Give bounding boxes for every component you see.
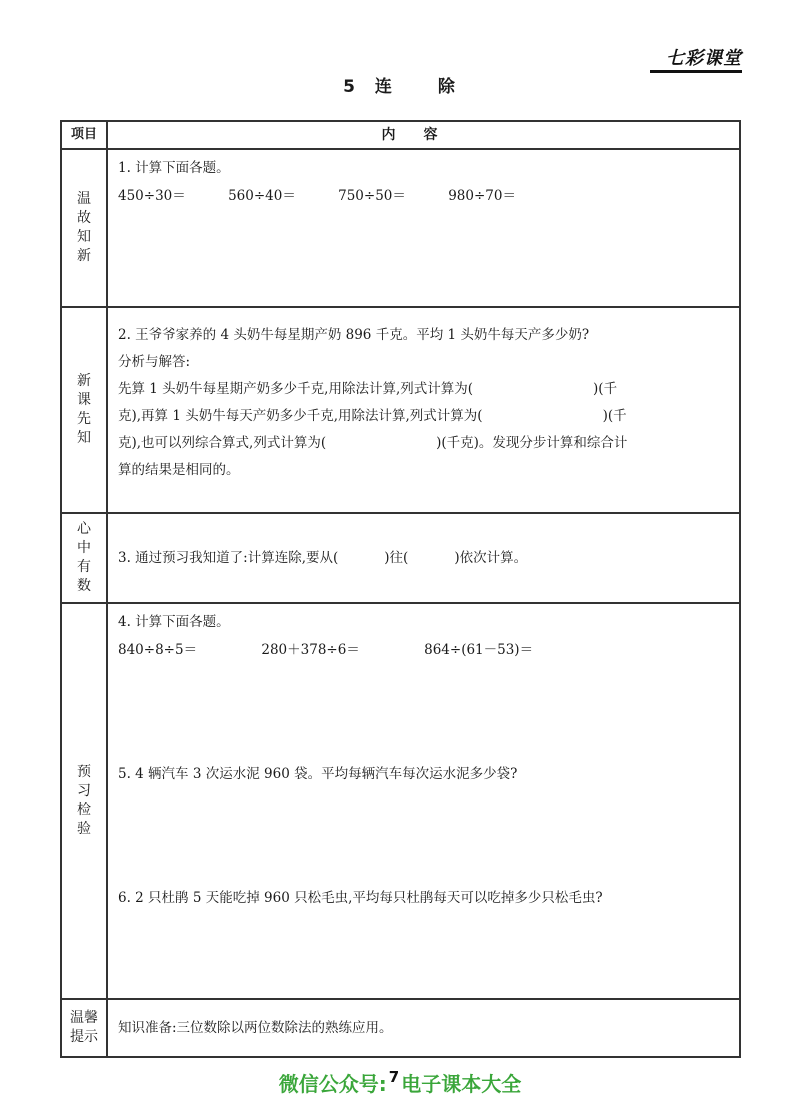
- footer-left: 微信公众号:: [278, 1072, 387, 1096]
- analysis-line-1: 先算 1 头奶牛每星期产奶多少千克,用除法计算,列式计算为( )(千: [118, 381, 618, 397]
- section-label-tip: 温馨提示: [70, 1010, 98, 1045]
- footer-watermark: [0, 1068, 800, 1097]
- tip-text: 知识准备:三位数除以两位数除法的熟练应用。: [118, 1020, 393, 1036]
- header-content: 内容: [381, 127, 466, 143]
- page-number: 7: [388, 1068, 400, 1086]
- analysis-line-4: 算的结果是相同的。: [118, 462, 240, 478]
- equation-row-2: [118, 636, 725, 664]
- equation: 560÷40＝: [228, 188, 296, 204]
- question-5: 5. 4 辆汽车 3 次运水泥 960 袋。平均每辆汽车每次运水泥多少袋?: [118, 766, 518, 782]
- question-6: 6. 2 只杜鹃 5 天能吃掉 960 只松毛虫,平均每只杜鹃每天可以吃掉多少只松毛虫?: [118, 890, 603, 906]
- page-title: [0, 72, 800, 97]
- section-tip-content: [118, 1014, 725, 1042]
- section-review-content: [118, 154, 725, 210]
- row-divider: [62, 306, 739, 308]
- equation: 450÷30＝: [118, 188, 186, 204]
- question-1: 1. 计算下面各题。: [118, 160, 230, 176]
- section-label-check: 预习检验: [77, 764, 91, 837]
- section-check-content: [118, 608, 725, 664]
- equation: 280＋378÷6＝: [261, 642, 360, 658]
- title-number: 5: [343, 77, 357, 97]
- analysis-line-3: 克),也可以列综合算式,列式计算为( )(千克)。发现分步计算和综合计: [118, 435, 628, 451]
- row-divider: [62, 148, 739, 150]
- worksheet-table: [60, 120, 741, 1058]
- brand-logo: 七彩课堂: [666, 48, 742, 69]
- equation: 840÷8÷5＝: [118, 642, 198, 658]
- title-word-2: 除: [437, 77, 457, 97]
- question-4: 4. 计算下面各题。: [118, 614, 230, 630]
- row-divider: [62, 998, 739, 1000]
- equation: 750÷50＝: [338, 188, 406, 204]
- section-label-preview: 新课先知: [77, 373, 91, 446]
- question-2: 2. 王爷爷家养的 4 头奶牛每星期产奶 896 千克。平均 1 头奶牛每天产多少奶?: [118, 327, 590, 343]
- analysis-line-2: 克),再算 1 头奶牛每天产奶多少千克,用除法计算,列式计算为( )(千: [118, 408, 627, 424]
- row-divider: [62, 602, 739, 604]
- analysis-heading: 分析与解答:: [118, 354, 191, 370]
- question-3: 3. 通过预习我知道了:计算连除,要从( )往( )依次计算。: [118, 550, 528, 566]
- equation-row-1: [118, 182, 725, 210]
- section-label-mind: 心中有数: [77, 521, 91, 594]
- title-word-1: 连: [374, 77, 394, 97]
- equation: 980÷70＝: [448, 188, 516, 204]
- footer-right: 电子课本大全: [401, 1072, 522, 1096]
- section-label-review: 温故知新: [77, 191, 91, 264]
- header-item: 项目: [70, 127, 97, 142]
- column-divider: [106, 122, 108, 1056]
- section-preview-content: [118, 322, 725, 484]
- section-mind-content: [118, 544, 725, 572]
- row-divider: [62, 512, 739, 514]
- equation: 864÷(61－53)＝: [424, 642, 534, 658]
